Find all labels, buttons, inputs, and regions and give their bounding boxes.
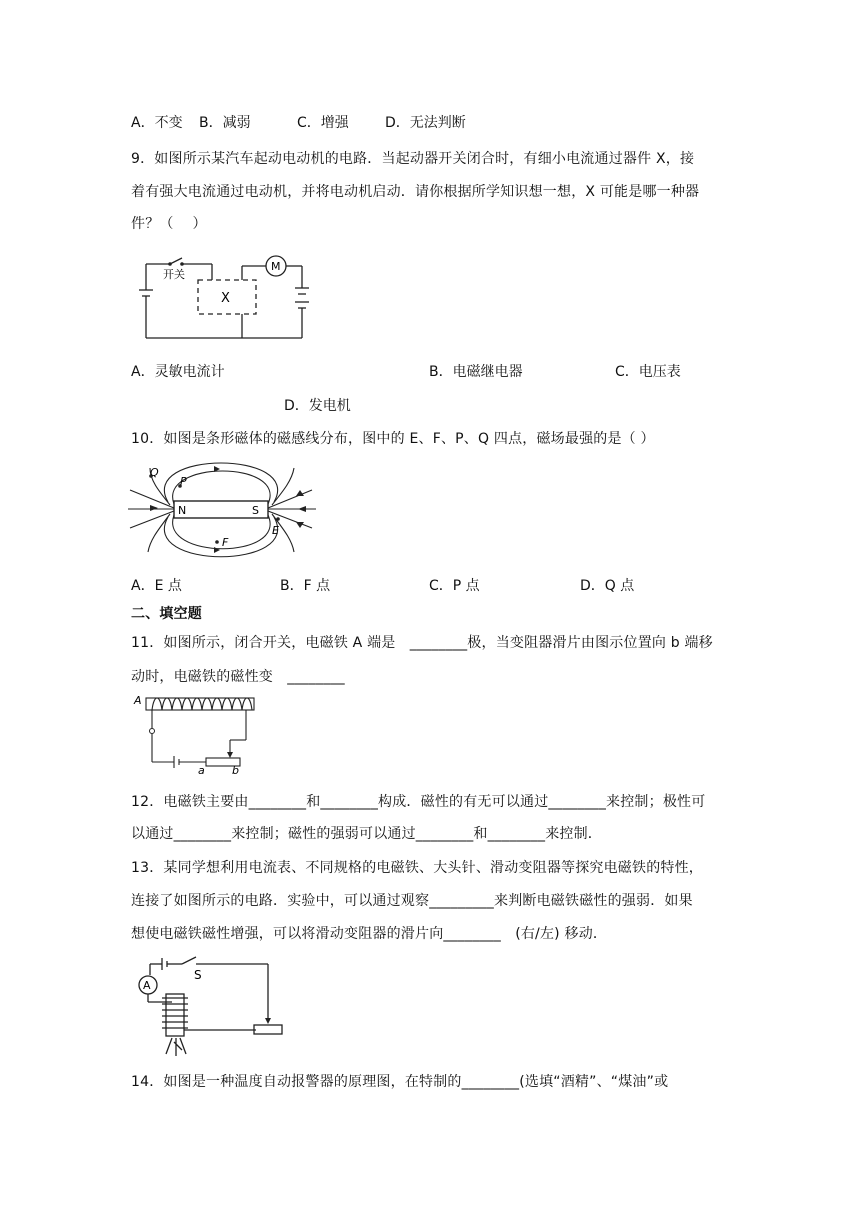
q13-figure-ammeter-label: A: [143, 979, 151, 992]
q10-figure-e-label: E: [272, 524, 279, 537]
q8-option-b: B．减弱: [199, 115, 251, 131]
q9-figure-x-label: X: [221, 291, 230, 306]
q9-circuit-figure: [138, 254, 318, 344]
q10-option-d: D．Q 点: [580, 578, 635, 594]
q11-figure-a-label: a: [198, 764, 205, 777]
q8-option-d: D．无法判断: [385, 115, 466, 131]
q13-text-line-2: 连接了如图所示的电路．实验中，可以通过观察_________来判断电磁铁磁性的强弱．如果: [131, 893, 693, 909]
q11-figure-a-end-label: A: [134, 694, 142, 707]
q10-option-c: C．P 点: [429, 578, 480, 594]
q11-text-line-2: 动时，电磁铁的磁性变 ________: [131, 669, 345, 685]
q9-figure-motor-label: M: [271, 260, 281, 273]
q14-text: 14．如图是一种温度自动报警器的原理图，在特制的________(选填“酒精”、“煤油”或: [131, 1074, 669, 1090]
q9-option-a: A．灵敏电流计: [131, 364, 225, 380]
q8-option-c: C．增强: [297, 115, 349, 131]
q12-text-line-1: 12．电磁铁主要由________和________构成．磁性的有无可以通过________来控制；极性可: [131, 794, 706, 810]
q10-figure-p-label: P: [180, 475, 187, 488]
q10-figure-n-label: N: [178, 504, 187, 517]
q11-figure-b-label: b: [232, 764, 239, 777]
q10-bar-magnet-figure: [128, 460, 318, 555]
q11-electromagnet-figure: [134, 690, 264, 776]
q9-figure-switch-label: 开关: [163, 268, 185, 281]
q13-text-line-3: 想使电磁铁磁性增强，可以将滑动变阻器的滑片向________ (右/左) 移动．: [131, 926, 608, 942]
q13-text-line-1: 13．某同学想利用电流表、不同规格的电磁铁、大头针、滑动变阻器等探究电磁铁的特性，: [131, 860, 704, 876]
q11-text-line-1: 11．如图所示，闭合开关，电磁铁 A 端是 ________极，当变阻器滑片由图示位置向 b 端移: [131, 635, 713, 651]
q10-figure-q-label: Q: [150, 466, 159, 479]
q8-option-a: A．不变: [131, 115, 183, 131]
q10-option-b: B．F 点: [280, 578, 331, 594]
q9-option-d: D．发电机: [284, 398, 351, 414]
q9-text-line-3: 件？（ ）: [131, 216, 207, 232]
q9-text-line-1: 9．如图所示某汽车起动电动机的电路．当起动器开关闭合时，有细小电流通过器件 X，接: [131, 151, 695, 167]
section-title-fill-in: 二、填空题: [131, 606, 202, 622]
q13-experiment-figure: [136, 954, 286, 1060]
q9-text-line-2: 着有强大电流通过电动机，并将电动机启动．请你根据所学知识想一想，X 可能是哪一种器: [131, 184, 700, 200]
q10-option-a: A．E 点: [131, 578, 182, 594]
q10-text: 10．如图是条形磁体的磁感线分布，图中的 E、F、P、Q 四点，磁场最强的是（ ）: [131, 431, 655, 447]
q9-option-c: C．电压表: [615, 364, 681, 380]
q13-figure-switch-label: S: [194, 968, 202, 982]
q10-figure-s-label: S: [252, 504, 259, 517]
q12-text-line-2: 以通过________来控制；磁性的强弱可以通过________和________来控制．: [131, 826, 602, 842]
q9-option-b: B．电磁继电器: [429, 364, 523, 380]
q10-figure-f-label: F: [222, 536, 229, 549]
